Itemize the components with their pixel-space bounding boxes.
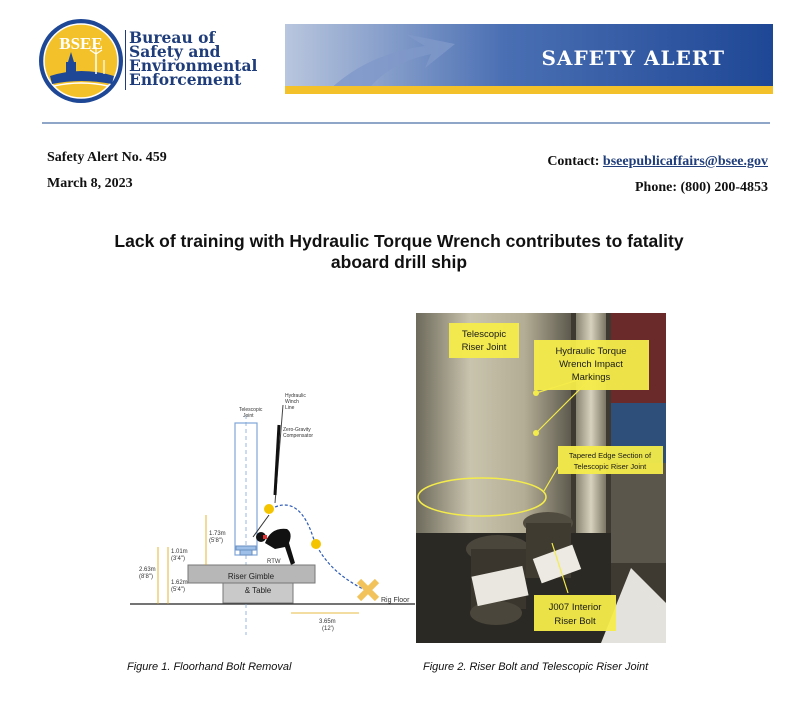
rig-floor-label: Rig Floor	[381, 597, 410, 604]
safety-alert-banner	[285, 24, 773, 94]
figure-1-caption: Figure 1. Floorhand Bolt Removal	[127, 661, 292, 673]
callout-impact-line-3: Markings	[571, 372, 611, 383]
dim-263-value: 2.63m	[139, 567, 156, 573]
dim-101-value: 1.01m	[171, 549, 188, 555]
alert-date: March 8, 2023	[47, 176, 133, 191]
telescopic-label-1: Telescopic	[239, 407, 263, 413]
rig-floor-impact-x	[359, 581, 377, 599]
dim-162-value: 1.62m	[171, 580, 188, 586]
callout-telescopic-line-1: Telescopic	[461, 329, 507, 340]
callout-bolt-line-2: Riser Bolt	[554, 616, 596, 627]
header-rule	[42, 122, 770, 124]
figure-2-photo	[416, 313, 666, 643]
worker-hands	[263, 535, 267, 539]
alert-title-line-2: aboard drill ship	[330, 252, 468, 272]
dim-173-value: 1.73m	[209, 531, 226, 537]
winch-label-2: Winch	[285, 399, 299, 405]
banner-label: SAFETY ALERT	[541, 46, 725, 70]
contact-label: Contact:	[547, 154, 600, 169]
bureau-line-3: Environmental	[129, 56, 258, 75]
callout-bolt-line-1: J007 Interior	[548, 602, 602, 613]
bsee-logo	[38, 18, 124, 104]
impact-marker-1	[264, 504, 274, 514]
zero-gravity-compensator	[275, 425, 279, 495]
contact-email-link[interactable]: bseepublicaffairs@bsee.gov	[602, 154, 768, 169]
compensator-label-1: Zero-Gravity	[283, 427, 311, 433]
flange-bottom	[240, 550, 252, 555]
dim-263-imperial: (8'8")	[139, 574, 153, 580]
alert-title-line-1: Lack of training with Hydraulic Torque Wrench contributes to fatality	[114, 231, 684, 251]
dim-365-value: 3.65m	[319, 619, 336, 625]
dim-365-imperial: (12')	[322, 626, 334, 632]
callout-tapered-line-1: Tapered Edge Section of	[568, 451, 652, 460]
alert-number: Safety Alert No. 459	[47, 150, 167, 165]
logo-text: BSEE	[59, 34, 103, 53]
figure-2-caption: Figure 2. Riser Bolt and Telescopic Riser Joint	[423, 661, 649, 673]
winch-label-3: Line	[285, 405, 295, 411]
contact-line	[547, 154, 768, 170]
dim-162-imperial: (5'4")	[171, 587, 185, 593]
flange-top	[236, 546, 256, 550]
bureau-line-4: Enforcement	[129, 70, 242, 89]
compensator-label-2: Compensator	[283, 433, 314, 439]
logo-divider	[125, 30, 126, 90]
bureau-line-2: Safety and	[129, 42, 221, 61]
impact-marker-2	[311, 539, 321, 549]
figure-1-diagram	[125, 385, 415, 645]
bureau-line-1: Bureau of	[129, 28, 216, 47]
alert-title	[40, 231, 758, 273]
telescopic-label-2: Joint	[243, 413, 254, 419]
table-label: & Table	[244, 586, 272, 595]
dim-101-imperial: (3'4")	[171, 556, 185, 562]
dim-173-imperial: (5'8")	[209, 538, 223, 544]
callout-tapered-line-2: Telescopic Riser Joint	[573, 462, 647, 471]
winch-label-1: Hydraulic	[285, 393, 306, 399]
callout-impact-line-1: Hydraulic Torque	[555, 346, 627, 357]
contact-phone: Phone: (800) 200-4853	[635, 180, 768, 195]
callout-telescopic-line-2: Riser Joint	[461, 342, 507, 353]
rtw-label: RTW	[267, 559, 281, 565]
riser-gimble-label: Riser Gimble	[227, 572, 275, 581]
callout-impact-line-2: Wrench Impact	[559, 359, 623, 370]
